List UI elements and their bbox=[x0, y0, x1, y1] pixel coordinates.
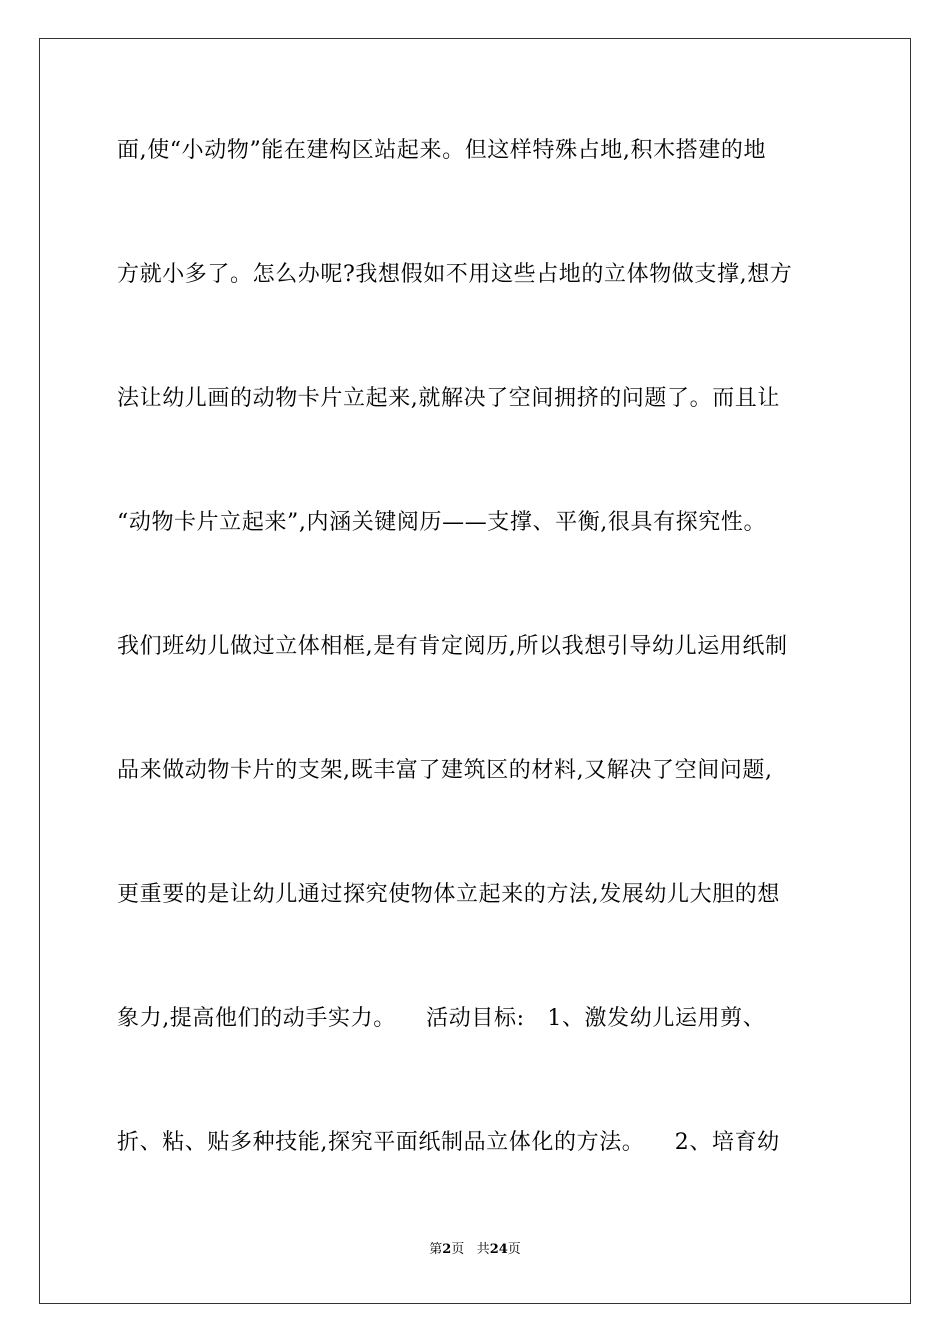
text-line: 更重要的是让幼儿通过探究使物体立起来的方法,发展幼儿大胆的想 bbox=[117, 882, 780, 907]
page-unit: 页 bbox=[451, 1242, 465, 1257]
text-line: 面,使“小动物”能在建构区站起来。但这样特殊占地,积木搭建的地 bbox=[117, 138, 767, 163]
text-line: 方就小多了。怎么办呢?我想假如不用这些占地的立体物做支撑,想方 bbox=[117, 262, 793, 287]
text-line: 象力,提高他们的动手实力。 活动目标: 1、激发幼儿运用剪、 bbox=[117, 1006, 766, 1031]
page-border bbox=[39, 38, 911, 1304]
total-pages: 24 bbox=[489, 1242, 508, 1257]
total-unit: 页 bbox=[507, 1242, 521, 1257]
text-line: 品来做动物卡片的支架,既丰富了建筑区的材料,又解决了空间问题, bbox=[117, 758, 773, 783]
text-line: 我们班幼儿做过立体相框,是有肯定阅历,所以我想引导幼儿运用纸制 bbox=[117, 634, 788, 659]
page-number: 2 bbox=[442, 1242, 452, 1257]
page-footer bbox=[0, 1241, 950, 1259]
page-prefix: 第 bbox=[429, 1242, 443, 1257]
text-line: 折、粘、贴多种技能,探究平面纸制品立体化的方法。 2、培育幼 bbox=[117, 1130, 780, 1155]
text-line: 法让幼儿画的动物卡片立起来,就解决了空间拥挤的问题了。而且让 bbox=[117, 386, 780, 411]
total-prefix: 共 bbox=[476, 1242, 490, 1257]
text-line: “动物卡片立起来”,内涵关键阅历——支撑、平衡,很具有探究性。 bbox=[117, 510, 767, 535]
